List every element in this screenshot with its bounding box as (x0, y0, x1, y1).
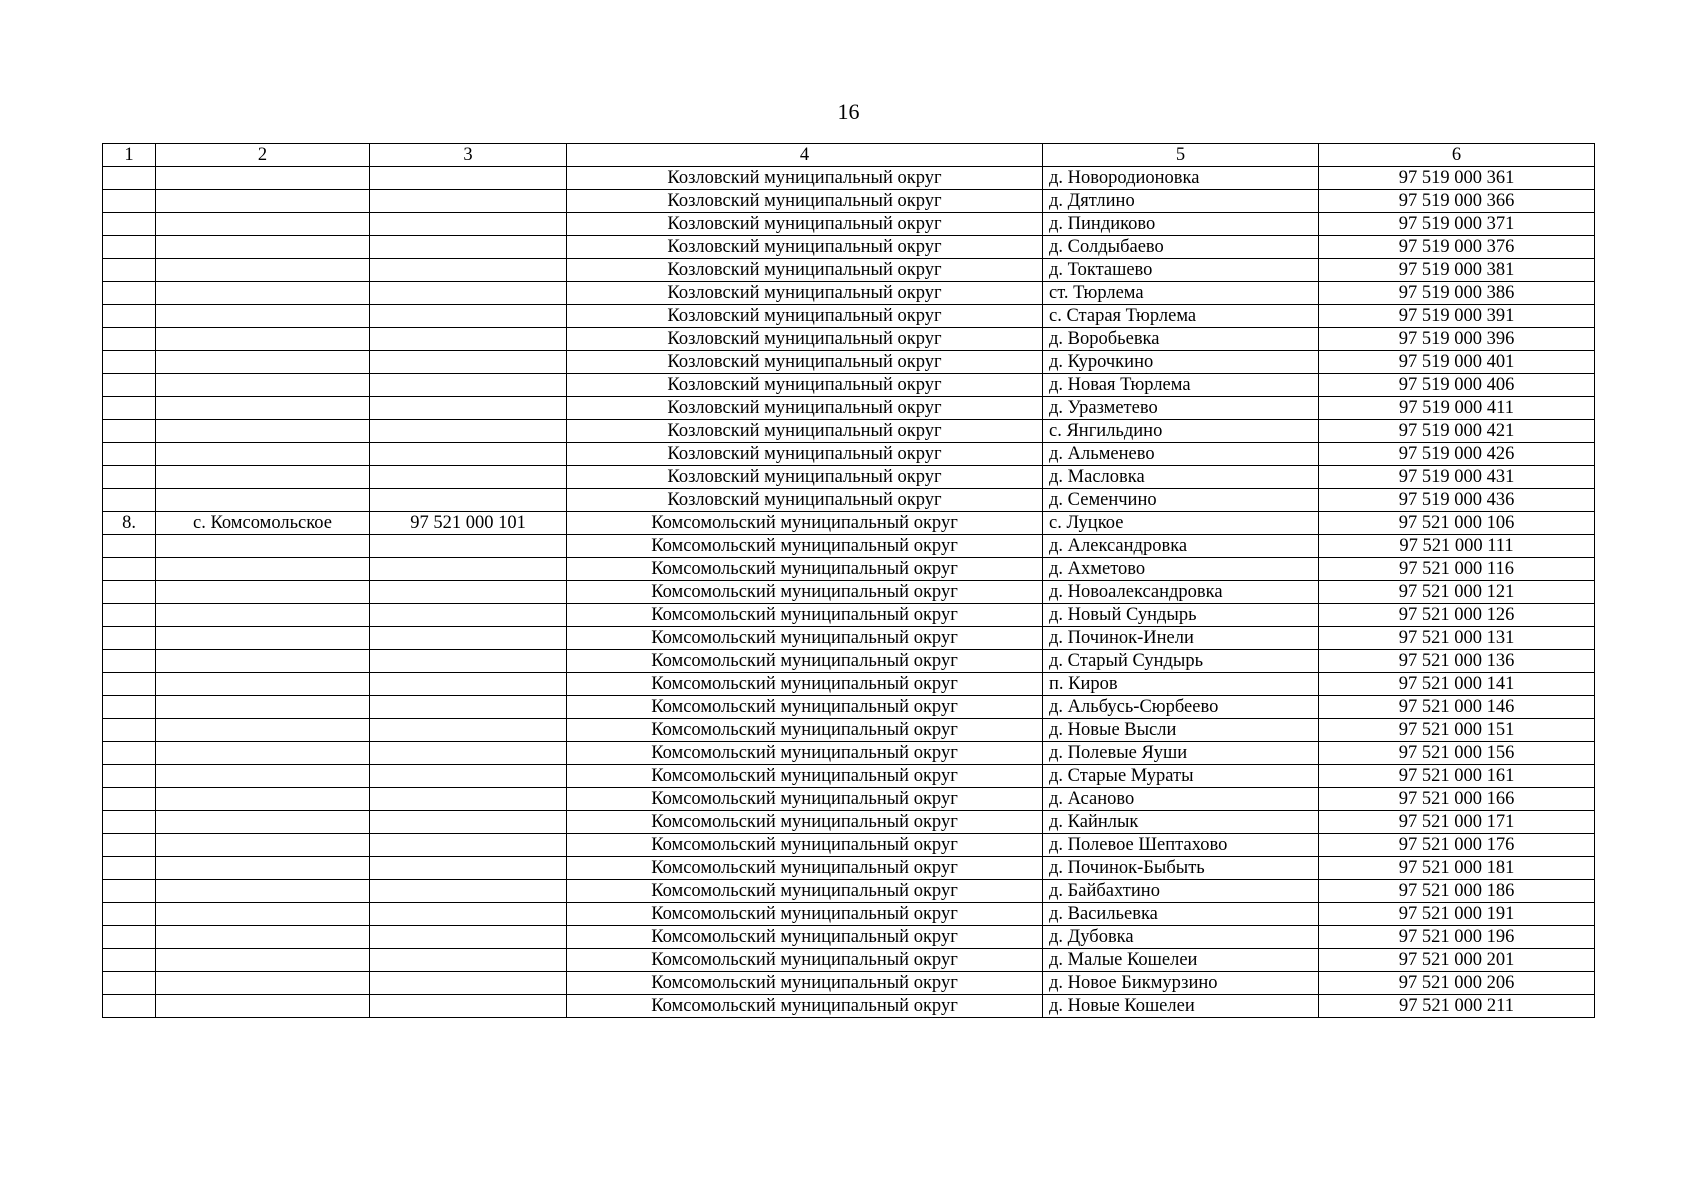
table-row (103, 512, 1595, 535)
center-cell (156, 558, 370, 581)
district-cell: Комсомольский муниципальный округ (567, 535, 1043, 558)
center-cell (156, 627, 370, 650)
center-cell (156, 351, 370, 374)
settlement-cell: д. Альбусь-Сюрбеево (1043, 696, 1319, 719)
table-row (103, 811, 1595, 834)
settlement-cell: д. Новый Сундырь (1043, 604, 1319, 627)
settlement-cell: д. Кайнлык (1043, 811, 1319, 834)
center-cell (156, 443, 370, 466)
settlement-code-cell: 97 521 000 156 (1319, 742, 1595, 765)
center-code-cell (370, 903, 567, 926)
settlement-cell: д. Асаново (1043, 788, 1319, 811)
center-cell (156, 282, 370, 305)
district-cell: Козловский муниципальный округ (567, 305, 1043, 328)
center-code-cell (370, 558, 567, 581)
center-code-cell (370, 213, 567, 236)
district-cell: Комсомольский муниципальный округ (567, 765, 1043, 788)
center-code-cell (370, 834, 567, 857)
row-number-cell (103, 351, 156, 374)
settlement-cell: д. Пиндиково (1043, 213, 1319, 236)
table-row (103, 351, 1595, 374)
center-cell (156, 213, 370, 236)
settlement-cell: ст. Тюрлема (1043, 282, 1319, 305)
settlement-cell: д. Малые Кошелеи (1043, 949, 1319, 972)
district-cell: Комсомольский муниципальный округ (567, 673, 1043, 696)
center-cell (156, 305, 370, 328)
table-row (103, 282, 1595, 305)
row-number-cell (103, 857, 156, 880)
center-code-cell (370, 673, 567, 696)
settlement-cell: д. Новая Тюрлема (1043, 374, 1319, 397)
center-code-cell (370, 880, 567, 903)
center-cell (156, 420, 370, 443)
center-code-cell (370, 742, 567, 765)
center-cell (156, 811, 370, 834)
district-cell: Комсомольский муниципальный округ (567, 972, 1043, 995)
center-code-cell (370, 949, 567, 972)
table-row (103, 374, 1595, 397)
settlement-cell: с. Луцкое (1043, 512, 1319, 535)
settlement-code-cell: 97 521 000 176 (1319, 834, 1595, 857)
center-cell (156, 650, 370, 673)
table-row (103, 742, 1595, 765)
center-cell (156, 903, 370, 926)
row-number-cell (103, 558, 156, 581)
center-code-cell (370, 351, 567, 374)
settlement-code-cell: 97 521 000 201 (1319, 949, 1595, 972)
center-cell (156, 972, 370, 995)
row-number-cell (103, 535, 156, 558)
row-number-cell (103, 236, 156, 259)
district-cell: Комсомольский муниципальный округ (567, 696, 1043, 719)
settlement-cell: д. Полевые Яуши (1043, 742, 1319, 765)
column-header: 3 (370, 144, 567, 167)
settlement-code-cell: 97 521 000 141 (1319, 673, 1595, 696)
settlement-cell: д. Полевое Шептахово (1043, 834, 1319, 857)
table-row (103, 834, 1595, 857)
center-cell (156, 397, 370, 420)
district-cell: Козловский муниципальный округ (567, 190, 1043, 213)
row-number-cell (103, 374, 156, 397)
district-cell: Комсомольский муниципальный округ (567, 650, 1043, 673)
center-cell (156, 328, 370, 351)
center-code-cell (370, 328, 567, 351)
settlement-code-cell: 97 521 000 111 (1319, 535, 1595, 558)
center-cell (156, 673, 370, 696)
center-code-cell (370, 305, 567, 328)
district-cell: Комсомольский муниципальный округ (567, 627, 1043, 650)
table-row (103, 443, 1595, 466)
table-row (103, 535, 1595, 558)
settlement-cell: д. Новоалександровка (1043, 581, 1319, 604)
row-number-cell (103, 443, 156, 466)
settlements-table (102, 143, 1595, 1018)
row-number-cell (103, 627, 156, 650)
table-row (103, 190, 1595, 213)
center-cell (156, 535, 370, 558)
settlement-code-cell: 97 519 000 366 (1319, 190, 1595, 213)
center-code-cell (370, 236, 567, 259)
center-code-cell: 97 521 000 101 (370, 512, 567, 535)
center-code-cell (370, 420, 567, 443)
settlement-code-cell: 97 521 000 106 (1319, 512, 1595, 535)
district-cell: Козловский муниципальный округ (567, 213, 1043, 236)
center-cell (156, 466, 370, 489)
settlement-code-cell: 97 519 000 401 (1319, 351, 1595, 374)
settlement-code-cell: 97 521 000 181 (1319, 857, 1595, 880)
table-row (103, 236, 1595, 259)
settlement-code-cell: 97 521 000 146 (1319, 696, 1595, 719)
center-code-cell (370, 535, 567, 558)
district-cell: Козловский муниципальный округ (567, 167, 1043, 190)
settlement-code-cell: 97 519 000 421 (1319, 420, 1595, 443)
settlement-cell: д. Новые Высли (1043, 719, 1319, 742)
center-cell (156, 167, 370, 190)
center-cell (156, 374, 370, 397)
settlement-code-cell: 97 521 000 171 (1319, 811, 1595, 834)
settlement-code-cell: 97 519 000 376 (1319, 236, 1595, 259)
row-number-cell (103, 811, 156, 834)
settlement-cell: д. Байбахтино (1043, 880, 1319, 903)
district-cell: Комсомольский муниципальный округ (567, 995, 1043, 1018)
row-number-cell (103, 282, 156, 305)
center-code-cell (370, 650, 567, 673)
settlement-code-cell: 97 519 000 411 (1319, 397, 1595, 420)
settlement-code-cell: 97 521 000 186 (1319, 880, 1595, 903)
settlement-cell: д. Токташево (1043, 259, 1319, 282)
row-number-cell (103, 328, 156, 351)
center-cell (156, 880, 370, 903)
center-code-cell (370, 627, 567, 650)
district-cell: Козловский муниципальный округ (567, 259, 1043, 282)
district-cell: Козловский муниципальный округ (567, 420, 1043, 443)
settlement-cell: д. Починок-Инели (1043, 627, 1319, 650)
district-cell: Комсомольский муниципальный округ (567, 558, 1043, 581)
district-cell: Козловский муниципальный округ (567, 282, 1043, 305)
settlement-code-cell: 97 521 000 121 (1319, 581, 1595, 604)
row-number-cell (103, 604, 156, 627)
district-cell: Комсомольский муниципальный округ (567, 949, 1043, 972)
row-number-cell (103, 765, 156, 788)
row-number-cell (103, 742, 156, 765)
table-row (103, 259, 1595, 282)
district-cell: Козловский муниципальный округ (567, 397, 1043, 420)
table-row (103, 857, 1595, 880)
center-code-cell (370, 857, 567, 880)
district-cell: Комсомольский муниципальный округ (567, 719, 1043, 742)
settlement-code-cell: 97 519 000 426 (1319, 443, 1595, 466)
row-number-cell (103, 673, 156, 696)
center-cell (156, 236, 370, 259)
table-row (103, 949, 1595, 972)
row-number-cell (103, 190, 156, 213)
table-row (103, 466, 1595, 489)
settlement-code-cell: 97 519 000 361 (1319, 167, 1595, 190)
settlement-cell: д. Починок-Быбыть (1043, 857, 1319, 880)
center-code-cell (370, 581, 567, 604)
row-number-cell (103, 420, 156, 443)
table-row (103, 627, 1595, 650)
district-cell: Комсомольский муниципальный округ (567, 834, 1043, 857)
center-code-cell (370, 926, 567, 949)
settlement-code-cell: 97 519 000 371 (1319, 213, 1595, 236)
center-cell (156, 834, 370, 857)
district-cell: Козловский муниципальный округ (567, 466, 1043, 489)
center-code-cell (370, 282, 567, 305)
center-code-cell (370, 259, 567, 282)
row-number-cell (103, 834, 156, 857)
center-code-cell (370, 604, 567, 627)
settlement-code-cell: 97 521 000 191 (1319, 903, 1595, 926)
center-code-cell (370, 811, 567, 834)
center-cell (156, 489, 370, 512)
district-cell: Комсомольский муниципальный округ (567, 512, 1043, 535)
settlement-cell: д. Новородионовка (1043, 167, 1319, 190)
district-cell: Козловский муниципальный округ (567, 374, 1043, 397)
center-cell (156, 995, 370, 1018)
center-code-cell (370, 466, 567, 489)
settlement-cell: д. Васильевка (1043, 903, 1319, 926)
district-cell: Комсомольский муниципальный округ (567, 811, 1043, 834)
settlement-cell: д. Новое Бикмурзино (1043, 972, 1319, 995)
table-row (103, 719, 1595, 742)
settlement-cell: д. Солдыбаево (1043, 236, 1319, 259)
row-number-cell (103, 696, 156, 719)
district-cell: Комсомольский муниципальный округ (567, 604, 1043, 627)
row-number-cell: 8. (103, 512, 156, 535)
table-row (103, 765, 1595, 788)
center-cell (156, 949, 370, 972)
center-cell (156, 765, 370, 788)
table-row (103, 305, 1595, 328)
settlement-code-cell: 97 521 000 136 (1319, 650, 1595, 673)
center-cell (156, 857, 370, 880)
table-row (103, 420, 1595, 443)
settlement-cell: д. Уразметево (1043, 397, 1319, 420)
center-code-cell (370, 397, 567, 420)
table-row (103, 880, 1595, 903)
district-cell: Комсомольский муниципальный округ (567, 926, 1043, 949)
settlement-cell: д. Масловка (1043, 466, 1319, 489)
center-code-cell (370, 374, 567, 397)
settlement-code-cell: 97 519 000 386 (1319, 282, 1595, 305)
district-cell: Козловский муниципальный округ (567, 489, 1043, 512)
center-cell: с. Комсомольское (156, 512, 370, 535)
center-code-cell (370, 190, 567, 213)
page-number: 16 (837, 99, 860, 124)
settlement-cell: д. Семенчино (1043, 489, 1319, 512)
table-row (103, 926, 1595, 949)
table-row (103, 213, 1595, 236)
settlement-cell: с. Янгильдино (1043, 420, 1319, 443)
row-number-cell (103, 880, 156, 903)
table-row (103, 489, 1595, 512)
center-cell (156, 581, 370, 604)
table-row (103, 673, 1595, 696)
settlement-cell: д. Дятлино (1043, 190, 1319, 213)
settlement-code-cell: 97 519 000 436 (1319, 489, 1595, 512)
settlement-cell: д. Курочкино (1043, 351, 1319, 374)
settlement-code-cell: 97 521 000 126 (1319, 604, 1595, 627)
center-code-cell (370, 995, 567, 1018)
settlement-code-cell: 97 521 000 206 (1319, 972, 1595, 995)
row-number-cell (103, 259, 156, 282)
row-number-cell (103, 949, 156, 972)
settlement-code-cell: 97 519 000 391 (1319, 305, 1595, 328)
center-code-cell (370, 788, 567, 811)
center-code-cell (370, 696, 567, 719)
center-code-cell (370, 719, 567, 742)
settlement-cell: п. Киров (1043, 673, 1319, 696)
district-cell: Комсомольский муниципальный округ (567, 581, 1043, 604)
table-row (103, 397, 1595, 420)
settlement-cell: д. Старый Сундырь (1043, 650, 1319, 673)
row-number-cell (103, 650, 156, 673)
table-header-row (103, 144, 1595, 167)
center-cell (156, 742, 370, 765)
settlement-code-cell: 97 521 000 166 (1319, 788, 1595, 811)
center-code-cell (370, 489, 567, 512)
district-cell: Комсомольский муниципальный округ (567, 903, 1043, 926)
table-row (103, 972, 1595, 995)
row-number-cell (103, 397, 156, 420)
settlement-cell: д. Старые Мураты (1043, 765, 1319, 788)
district-cell: Козловский муниципальный округ (567, 328, 1043, 351)
settlement-cell: д. Воробьевка (1043, 328, 1319, 351)
settlement-code-cell: 97 519 000 406 (1319, 374, 1595, 397)
settlement-code-cell: 97 521 000 211 (1319, 995, 1595, 1018)
district-cell: Комсомольский муниципальный округ (567, 880, 1043, 903)
row-number-cell (103, 972, 156, 995)
table-row (103, 167, 1595, 190)
settlement-cell: д. Александровка (1043, 535, 1319, 558)
row-number-cell (103, 466, 156, 489)
table-row (103, 650, 1595, 673)
district-cell: Комсомольский муниципальный округ (567, 788, 1043, 811)
center-code-cell (370, 972, 567, 995)
settlement-cell: д. Новые Кошелеи (1043, 995, 1319, 1018)
center-code-cell (370, 765, 567, 788)
column-header: 4 (567, 144, 1043, 167)
center-cell (156, 604, 370, 627)
row-number-cell (103, 489, 156, 512)
settlement-code-cell: 97 521 000 161 (1319, 765, 1595, 788)
table-row (103, 788, 1595, 811)
center-cell (156, 788, 370, 811)
district-cell: Козловский муниципальный округ (567, 443, 1043, 466)
table-row (103, 581, 1595, 604)
settlement-code-cell: 97 519 000 431 (1319, 466, 1595, 489)
settlement-code-cell: 97 521 000 151 (1319, 719, 1595, 742)
table-row (103, 903, 1595, 926)
center-cell (156, 696, 370, 719)
column-header: 1 (103, 144, 156, 167)
column-header: 2 (156, 144, 370, 167)
row-number-cell (103, 788, 156, 811)
table-row (103, 328, 1595, 351)
settlement-code-cell: 97 519 000 381 (1319, 259, 1595, 282)
settlement-cell: д. Дубовка (1043, 926, 1319, 949)
row-number-cell (103, 213, 156, 236)
center-cell (156, 719, 370, 742)
column-header: 6 (1319, 144, 1595, 167)
settlement-code-cell: 97 521 000 131 (1319, 627, 1595, 650)
column-header: 5 (1043, 144, 1319, 167)
row-number-cell (103, 719, 156, 742)
district-cell: Козловский муниципальный округ (567, 236, 1043, 259)
table-row (103, 995, 1595, 1018)
settlement-code-cell: 97 519 000 396 (1319, 328, 1595, 351)
table-row (103, 696, 1595, 719)
center-cell (156, 190, 370, 213)
settlement-code-cell: 97 521 000 196 (1319, 926, 1595, 949)
settlement-cell: с. Старая Тюрлема (1043, 305, 1319, 328)
center-code-cell (370, 443, 567, 466)
row-number-cell (103, 903, 156, 926)
table-row (103, 604, 1595, 627)
district-cell: Комсомольский муниципальный округ (567, 857, 1043, 880)
settlement-cell: д. Ахметово (1043, 558, 1319, 581)
settlement-code-cell: 97 521 000 116 (1319, 558, 1595, 581)
district-cell: Комсомольский муниципальный округ (567, 742, 1043, 765)
settlement-cell: д. Альменево (1043, 443, 1319, 466)
center-cell (156, 259, 370, 282)
row-number-cell (103, 581, 156, 604)
row-number-cell (103, 167, 156, 190)
row-number-cell (103, 926, 156, 949)
district-cell: Козловский муниципальный округ (567, 351, 1043, 374)
table-row (103, 558, 1595, 581)
row-number-cell (103, 995, 156, 1018)
row-number-cell (103, 305, 156, 328)
center-code-cell (370, 167, 567, 190)
center-cell (156, 926, 370, 949)
